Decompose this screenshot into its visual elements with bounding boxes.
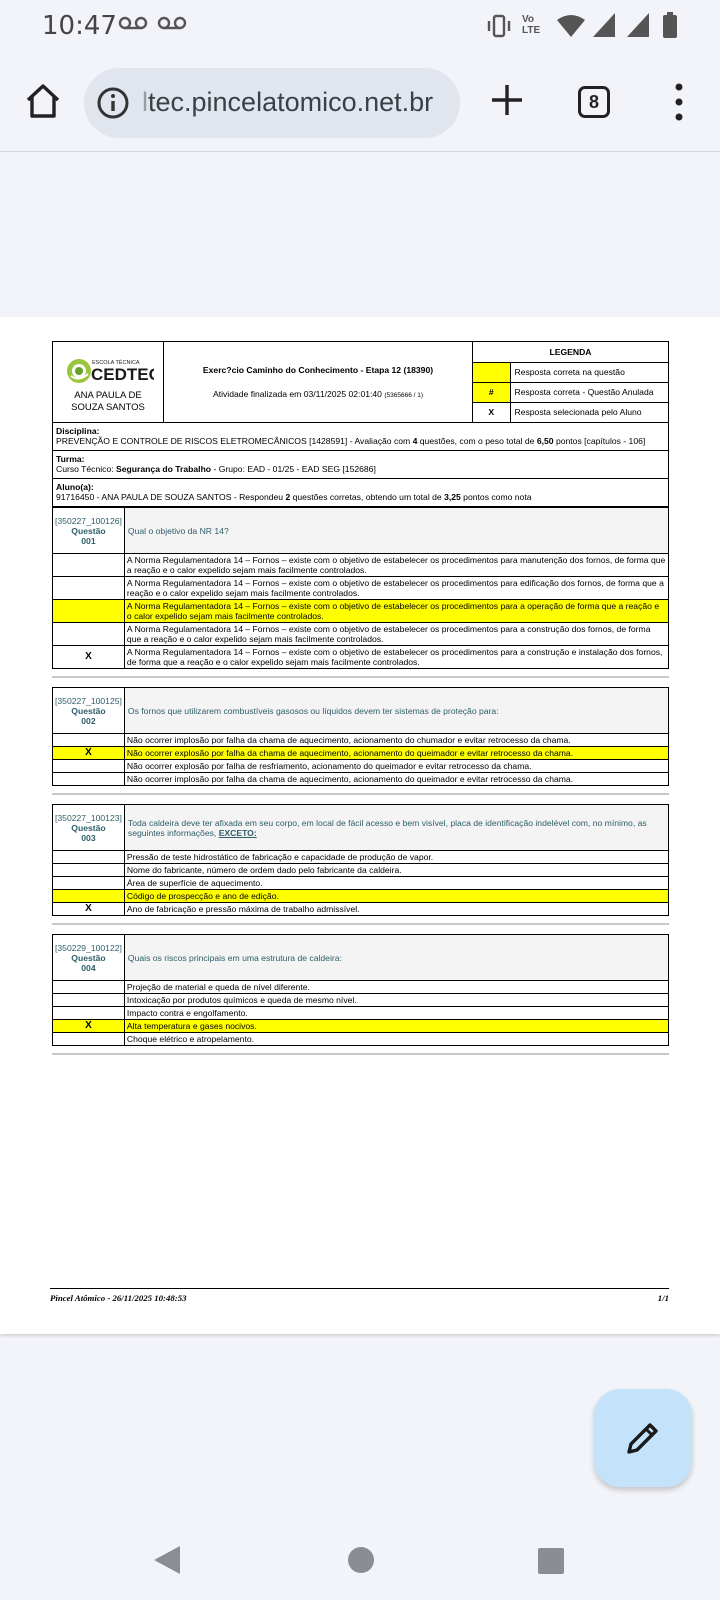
wifi-icon bbox=[556, 14, 586, 38]
tab-switcher-button[interactable]: 8 bbox=[578, 86, 610, 118]
legend-text: Resposta correta - Questão Anulada bbox=[510, 382, 668, 402]
exam-title: Exerc?cio Caminho do Conhecimento - Etapa 12 (18390) bbox=[202, 365, 434, 375]
answer-text: Pressão de teste hidrostático de fabricação e capacidade de produção de vapor. bbox=[124, 851, 668, 864]
status-time: 10:47 bbox=[42, 11, 117, 41]
question-id: [350227_100126] Questão 001 bbox=[53, 508, 125, 554]
answer-option bbox=[53, 981, 669, 994]
cedtec-logo bbox=[62, 354, 154, 386]
answer-text: Não ocorrer implosão por falha da chama de aquecimento, acionamento do chumador e evitar retrocesso da chama. bbox=[124, 734, 668, 747]
answer-text: A Norma Regulamentadora 14 – Fornos – existe com o objetivo de estabelecer os procedimentos para a operação de forma que a reação e o calor expelido sejam mais facilmente controlados. bbox=[124, 600, 668, 623]
course-info bbox=[52, 423, 669, 507]
answer-option bbox=[53, 734, 669, 747]
document-header bbox=[52, 341, 669, 423]
browser-toolbar bbox=[0, 52, 720, 152]
answer-option bbox=[53, 890, 669, 903]
answer-text: A Norma Regulamentadora 14 – Fornos – existe com o objetivo de estabelecer os procedimentos para edificação dos fornos, de forma que a reação e o calor expelido sejam mais facilmente controlados. bbox=[124, 577, 668, 600]
answer-option bbox=[53, 760, 669, 773]
question-block bbox=[52, 507, 669, 669]
answer-option bbox=[53, 851, 669, 864]
page-footer bbox=[50, 1288, 669, 1303]
question-separator bbox=[52, 669, 669, 678]
aluno-section: Aluno(a): 91716450 - ANA PAULA DE SOUZA SANTOS - Respondeu 2 questões corretas, obtendo um total de 3,25 pontos como nota bbox=[53, 479, 669, 507]
question-text: Quais os riscos principais em uma estrutura de caldeira: bbox=[124, 935, 668, 981]
answer-text: Projeção de material e queda de nível diferente. bbox=[124, 981, 668, 994]
answer-text: Código de prospecção e ano de edição. bbox=[124, 890, 668, 903]
answer-mark bbox=[53, 981, 125, 994]
answer-mark: X bbox=[53, 903, 125, 916]
answer-mark bbox=[53, 851, 125, 864]
answer-option bbox=[53, 994, 669, 1007]
finished-date: Atividade finalizada em 03/11/2025 02:01:40 bbox=[212, 389, 382, 399]
answer-text: A Norma Regulamentadora 14 – Fornos – existe com o objetivo de estabelecer os procedimentos para manutenção dos fornos, de forma que a reação e o calor expelido sejam mais facilmente controlados. bbox=[124, 554, 668, 577]
info-icon[interactable] bbox=[96, 86, 130, 120]
answer-option bbox=[53, 646, 669, 669]
svg-text:ESCOLA TÉCNICA: ESCOLA TÉCNICA bbox=[92, 360, 140, 366]
disciplina-section: Disciplina: PREVENÇÃO E CONTROLE DE RISCOS ELETROMECÂNICOS [1428591] - Avaliação com 4 questões, com o peso total de 6,50 pontos [capítulos - 106] bbox=[53, 423, 669, 451]
logo-cell bbox=[53, 342, 164, 423]
question-id: [350227_100125] Questão 002 bbox=[53, 688, 125, 734]
answer-text: Impacto contra e engolfamento. bbox=[124, 1007, 668, 1020]
question-separator bbox=[52, 916, 669, 925]
answer-mark bbox=[53, 890, 125, 903]
legend-text: Resposta correta na questão bbox=[510, 362, 668, 382]
question-separator bbox=[52, 1046, 669, 1055]
signal-icon bbox=[592, 12, 616, 38]
edit-fab-button[interactable] bbox=[594, 1389, 692, 1487]
system-nav-bar bbox=[0, 1520, 720, 1600]
answer-text: Alta temperatura e gases nocivos. bbox=[124, 1020, 668, 1033]
legend-text: Resposta selecionada pelo Aluno bbox=[510, 402, 668, 422]
answer-text: Área de superfície de aquecimento. bbox=[124, 877, 668, 890]
back-icon[interactable] bbox=[152, 1544, 182, 1576]
legend-swatch-correct bbox=[473, 362, 510, 382]
battery-icon bbox=[662, 12, 678, 39]
answer-mark bbox=[53, 994, 125, 1007]
question-id: [350227_100123] Questão 003 bbox=[53, 805, 125, 851]
answer-option bbox=[53, 864, 669, 877]
question-text: Os fornos que utilizarem combustíveis gasosos ou líquidos devem ter sistemas de proteção para: bbox=[124, 688, 668, 734]
turma-section: Turma: Curso Técnico: Segurança do Trabalho - Grupo: EAD - 01/25 - EAD SEG [152686] bbox=[53, 451, 669, 479]
legend-swatch-selected: X bbox=[473, 402, 510, 422]
answer-option bbox=[53, 623, 669, 646]
volte-indicator: Vo LTE bbox=[522, 14, 541, 36]
answer-mark bbox=[53, 864, 125, 877]
answer-text: Não ocorrer explosão por falha de resfriamento, acionamento do queimador e evitar retrocesso da chama. bbox=[124, 760, 668, 773]
finished-code: (5365666 / 1) bbox=[384, 392, 424, 399]
answer-mark bbox=[53, 623, 125, 646]
answer-option bbox=[53, 747, 669, 760]
answer-option bbox=[53, 1020, 669, 1033]
legend bbox=[473, 342, 669, 423]
answer-mark: X bbox=[53, 747, 125, 760]
page-gray-band bbox=[0, 153, 720, 317]
title-cell bbox=[164, 342, 473, 423]
answer-mark: X bbox=[53, 646, 125, 669]
url-text[interactable]: ltec.pincelatomico.net.br bbox=[142, 87, 434, 117]
answer-option bbox=[53, 554, 669, 577]
answer-text: Intoxicação por produtos químicos e queda de mesmo nível. bbox=[124, 994, 668, 1007]
answer-option bbox=[53, 903, 669, 916]
svg-text:CEDTEC: CEDTEC bbox=[91, 365, 154, 384]
answer-mark bbox=[53, 1007, 125, 1020]
answer-text: Ano de fabricação e pressão máxima de trabalho admissível. bbox=[124, 903, 668, 916]
answer-text: A Norma Regulamentadora 14 – Fornos – existe com o objetivo de estabelecer os procedimentos para a construção e instalação dos fornos, de forma que a reação e o calor expelido sejam mais facilmente controlados. bbox=[124, 646, 668, 669]
answer-text: Nome do fabricante, número de ordem dado pelo fabricante da caldeira. bbox=[124, 864, 668, 877]
answer-mark bbox=[53, 734, 125, 747]
page-number: 1/1 bbox=[657, 1293, 669, 1303]
answer-mark bbox=[53, 577, 125, 600]
voicemail-icon bbox=[118, 16, 148, 30]
answer-option bbox=[53, 1007, 669, 1020]
question-separator bbox=[52, 786, 669, 795]
home-icon[interactable] bbox=[24, 82, 62, 120]
answer-text: Não ocorrer implosão por falha da chama de aquecimento, acionamento do queimador e evitar retrocesso da chama. bbox=[124, 773, 668, 786]
answer-mark bbox=[53, 773, 125, 786]
answer-text: Não ocorrer explosão por falha da chama de aquecimento, acionamento do queimador e evitar retrocesso da chama. bbox=[124, 747, 668, 760]
signal-icon bbox=[626, 12, 650, 38]
answer-mark bbox=[53, 600, 125, 623]
answer-option bbox=[53, 577, 669, 600]
vibrate-icon bbox=[486, 13, 512, 39]
question-text: Toda caldeira deve ter afixada em seu corpo, em local de fácil acesso e bem visível, placa de identificação indelével com, no mínimo, as seguintes informações, EXCETO: bbox=[124, 805, 668, 851]
answer-mark: X bbox=[53, 1020, 125, 1033]
new-tab-icon[interactable] bbox=[488, 81, 526, 119]
answer-option bbox=[53, 1033, 669, 1046]
question-block bbox=[52, 804, 669, 916]
status-bar bbox=[0, 0, 720, 52]
student-name-short: ANA PAULA DE SOUZA SANTOS bbox=[71, 390, 145, 413]
question-block bbox=[52, 687, 669, 786]
pencil-icon bbox=[624, 1419, 662, 1457]
home-nav-icon[interactable] bbox=[347, 1546, 375, 1574]
answer-mark bbox=[53, 554, 125, 577]
answer-text: A Norma Regulamentadora 14 – Fornos – existe com o objetivo de estabelecer os procedimentos para a construção dos fornos, de forma que a reação e o calor expelido sejam mais facilmente controlados. bbox=[124, 623, 668, 646]
legend-title: LEGENDA bbox=[473, 342, 668, 362]
more-options-icon[interactable] bbox=[666, 82, 692, 122]
answer-mark bbox=[53, 1033, 125, 1046]
answer-mark bbox=[53, 877, 125, 890]
answer-mark bbox=[53, 760, 125, 773]
footer-timestamp: Pincel Atômico - 26/11/2025 10:48:53 bbox=[50, 1293, 187, 1303]
question-block bbox=[52, 934, 669, 1046]
recents-icon[interactable] bbox=[537, 1547, 565, 1575]
legend-swatch-annulled: # bbox=[473, 382, 510, 402]
questions-list bbox=[52, 507, 669, 1055]
exam-document bbox=[52, 341, 669, 1064]
answer-text: Choque elétrico e atropelamento. bbox=[124, 1033, 668, 1046]
question-text: Qual o objetivo da NR 14? bbox=[124, 508, 668, 554]
address-bar[interactable] bbox=[84, 68, 460, 138]
voicemail-icon bbox=[157, 16, 187, 30]
answer-option bbox=[53, 877, 669, 890]
answer-option bbox=[53, 773, 669, 786]
answer-option bbox=[53, 600, 669, 623]
question-id: [350229_100122] Questão 004 bbox=[53, 935, 125, 981]
